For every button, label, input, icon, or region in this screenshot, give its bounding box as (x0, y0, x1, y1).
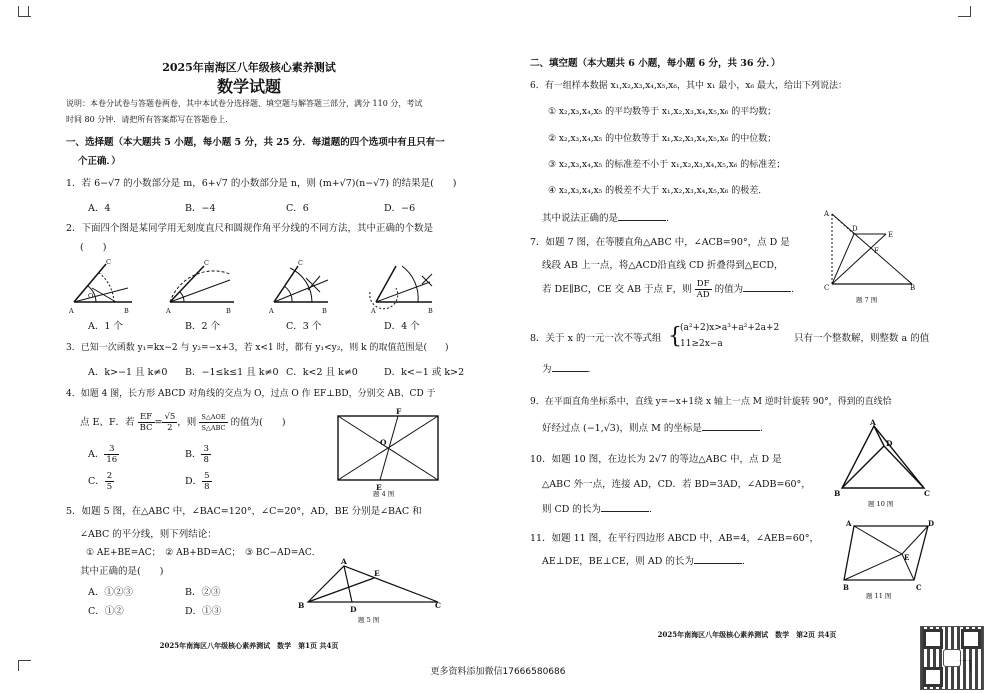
q7-figure-caption: 题 7 图 (856, 296, 878, 304)
fig-label: A (824, 210, 830, 218)
question-4-stem: 4．如题 4 图，长方形 ABCD 对角线的交点为 O，过点 O 作 EF⊥BD，分别交 AB、CD 于 (66, 389, 436, 399)
fig-label: D (350, 605, 357, 614)
q6-item: ③ x₂,x₃,x₄,x₅ 的标准差不小于 x₁,x₂,x₃,x₄,x₅,x₆ 的标准差； (548, 160, 786, 170)
page-footer: 2025年南海区八年级核心素养测试 数学 第2页 共4页 (657, 630, 837, 639)
question-11-stem: 11．如题 11 图，在平行四边形 ABCD 中，AB=4，∠AEB=60°， (530, 533, 820, 544)
q1-option-c: C．6 (286, 203, 309, 214)
fig-label: B (843, 583, 849, 592)
question-2-stem: 2．下面四个图是某同学用无刻度直尺和圆规作角平分线的不同方法，其中正确的个数是 (66, 223, 434, 234)
exam-subtitle: 数学试题 (216, 77, 281, 96)
q4-option-a: A． $\frac{3}{16}$ (88, 444, 118, 465)
answer-blank[interactable] (702, 420, 760, 431)
q2-option-c: C．3 个 (286, 321, 322, 332)
fraction-ef-bc: $\frac{EF}{BC}$ (139, 412, 153, 433)
fig-label: E (374, 569, 380, 578)
fig-label: F (396, 407, 402, 416)
section-heading: 一、选择题（本大题共 5 小题，每小题 5 分，共 25 分．每道题的四个选项中有且只有一 (66, 137, 445, 148)
instructions-line: 时间 80 分钟．请把所有答案都写在答题卷上． (66, 115, 234, 124)
question-10-stem: 则 CD 的长为 . (542, 501, 652, 516)
q2-option-a: A．1 个 (88, 321, 123, 332)
answer-blank[interactable] (618, 210, 666, 221)
q8-inequality: (a²+2)x>a³+a²+2a+2 (680, 323, 780, 333)
fig-label: C (298, 259, 303, 267)
question-7-stem: 7．如题 7 图，在等腰直角△ABC 中，∠ACB=90°，点 D 是 (530, 237, 790, 248)
fig-label: O (88, 292, 94, 300)
fraction-area: $\frac{\text{S△AOE}}{\text{S△ABC}}$ (201, 413, 226, 432)
fig-label: O (380, 438, 387, 447)
q4-option-c: C． $\frac{2}{5}$ (88, 471, 113, 492)
q2-option-d: D．4 个 (384, 321, 420, 332)
question-1-stem: 1．若 6−√7 的小数部分是 m，6+√7 的小数部分是 n，则 (m+√7)(n−√7) 的结果是( ) (66, 178, 457, 189)
q4-option-b: B． $\frac{3}{8}$ (185, 444, 209, 465)
question-3-stem: 3．已知一次函数 y₁=kx−2 与 y₂=−x+3，若 x<1 时，都有 y₁<y₂，则 k 的取值范围是( ) (66, 343, 449, 353)
fig-label: D (886, 439, 893, 448)
question-11-stem: AE⊥DE，BE⊥CE，则 AD 的长为 . (542, 553, 745, 568)
fig-label: C (824, 284, 830, 292)
fig-label: B (322, 307, 327, 315)
q4-figure-caption: 题 4 图 (373, 490, 395, 498)
q5-option-a: A．①②③ (88, 587, 133, 598)
contact-note: 更多资料添加微信17666580686 (430, 667, 566, 677)
fig-label: A (870, 418, 876, 427)
q10-figure-caption: 题 10 图 (868, 500, 894, 508)
q8-inequality: 11≥2x−a (680, 339, 723, 349)
q3-option-b: B．−1≤k≤1 且 k≠0 (185, 367, 279, 378)
question-5-stem: 5．如题 5 图，在△ABC 中，∠BAC=120°，∠C=20°，AD，BE 分别是∠BAC 和 (66, 506, 422, 517)
question-10-stem: △ABC 外一点，连接 AD，CD．若 BD=3AD，∠ADB=60°， (542, 479, 811, 490)
question-8-stem: 8．关于 x 的一元一次不等式组 (530, 333, 662, 344)
fig-label: B (910, 284, 916, 292)
question-8-stem: 只有一个整数解，则整数 a 的值 (794, 333, 930, 344)
fig-label: F (874, 247, 879, 255)
answer-blank[interactable] (601, 501, 649, 512)
fig-label: C (435, 601, 441, 610)
q5-figure (294, 556, 448, 626)
question-6-stem: 6．有一组样本数据 x₁,x₂,x₃,x₄,x₅,x₆，其中 x₁ 最小，x₆ 最大，给出下列说法： (530, 81, 847, 91)
fig-label: A (69, 307, 74, 315)
question-5-stem: ∠ABC 的平分线，则下列结论： (80, 529, 217, 540)
fig-label: A (269, 307, 274, 315)
q4-figure (330, 408, 446, 498)
question-7-stem: 线段 AB 上一点，将△ACD沿直线 CD 折叠得到△ECD， (542, 260, 784, 271)
q3-option-d: D．k<−1 或 k>2 (384, 367, 465, 378)
page-footer: 2025年南海区八年级核心素养测试 数学 第1页 共4页 (159, 641, 339, 650)
q6-item: ④ x₂,x₃,x₄,x₅ 的极差不大于 x₁,x₂,x₃,x₄,x₅,x₆ 的极差． (548, 186, 768, 196)
question-7-stem: 若 DE∥BC，CE 交 AB 于点 F，则 $\frac{DF}{AD}$ 的值为 . (542, 279, 795, 300)
question-4-stem: 点 E、F．若 $\frac{EF}{BC}$ = $\frac{√5}{2}$ ，则 $\frac{\text{S△AOE}}{\text{S△ABC}}$ 的值为( ) (80, 412, 286, 433)
q5-option-d: D．①③ (185, 606, 222, 617)
answer-blank[interactable] (552, 361, 588, 372)
q1-option-b: B．−4 (185, 203, 216, 214)
q11-figure (844, 518, 934, 604)
exam-page-2 (498, 0, 996, 693)
question-9-stem: 9．在平面直角坐标系中，直线 y=−x+1绕 x 轴上一点 M 逆时针旋转 90°，得到的直线恰 (530, 397, 892, 407)
q1-option-d: D．−6 (384, 203, 416, 214)
instructions-line: 说明：本卷分试卷与答题卷两卷，其中本试卷分选择题、填空题与解答题三部分，满分 110 分，考试 (66, 99, 423, 108)
section-heading: 二、填空题（本大题共 6 小题，每小题 6 分，共 36 分．） (530, 58, 781, 69)
q4-text: 的值为( ) (230, 417, 286, 428)
fig-label: C (924, 489, 930, 498)
answer-blank[interactable] (694, 553, 742, 564)
q4-option-d: D． $\frac{5}{8}$ (185, 471, 210, 492)
q6-answer-line: 其中说法正确的是 . (542, 210, 669, 225)
fig-label: D (852, 225, 858, 233)
question-10-stem: 10．如题 10 图，在边长为 2√7 的等边△ABC 中，点 D 是 (530, 454, 782, 465)
q11-figure-caption: 题 11 图 (866, 592, 892, 600)
fig-label: B (226, 307, 231, 315)
q6-item: ② x₂,x₃,x₄,x₅ 的中位数等于 x₁,x₂,x₃,x₄,x₅,x₆ 的中位数； (548, 134, 777, 144)
fig-label: E (888, 231, 894, 239)
fig-label: E (904, 553, 910, 562)
q5-figure-caption: 题 5 图 (358, 616, 380, 624)
question-5-stem: 其中正确的是( ) (80, 566, 164, 577)
fig-label: E (376, 483, 382, 492)
exam-title: 2025年南海区八年级核心素养测试 (162, 61, 336, 74)
q5-option-c: C．①② (88, 606, 124, 617)
brace-icon: { (668, 324, 682, 349)
q6-item: ① x₂,x₃,x₄,x₅ 的平均数等于 x₁,x₂,x₃,x₄,x₅,x₆ 的平均数； (548, 107, 777, 117)
q3-option-c: C．k<2 且 k≠0 (286, 367, 358, 378)
fig-label: A (371, 307, 376, 315)
fig-label: B (428, 307, 433, 315)
q7-figure (824, 208, 924, 308)
q2-option-b: B．2 个 (185, 321, 221, 332)
q4-text: 点 E、F．若 (80, 417, 135, 428)
q4-text: ，则 (177, 417, 197, 428)
question-2-stem: ( ) (80, 242, 107, 253)
fig-label: B (124, 307, 129, 315)
fraction-df-ad: $\frac{DF}{AD}$ (696, 279, 710, 300)
fig-label: A (846, 519, 852, 528)
q5-option-b: B．②③ (185, 587, 221, 598)
section-heading: 个正确．） (78, 156, 121, 167)
fig-label: B (834, 489, 841, 498)
fig-label: A (166, 307, 171, 315)
fig-label: B (298, 601, 305, 610)
q1-option-a: A．4 (88, 203, 111, 214)
fig-label: C (204, 259, 209, 267)
fig-label: D (928, 519, 935, 528)
fig-label: C (106, 258, 111, 266)
q2-figures (66, 258, 446, 318)
fig-label: C (916, 583, 922, 592)
qr-code-icon[interactable] (920, 626, 984, 690)
fig-label: A (341, 557, 347, 566)
q8-answer-line: 为 . (542, 361, 591, 376)
q5-conclusions: ① AE+BE=AC； ② AB+BD=AC； ③ BC−AD=AC． (86, 548, 321, 558)
fraction-value: $\frac{√5}{2}$ (164, 412, 176, 433)
q10-figure (834, 418, 934, 512)
question-9-stem: 好经过点 (−1,√3)，则点 M 的坐标是 . (542, 420, 763, 435)
answer-blank[interactable] (743, 281, 791, 292)
q3-option-a: A．k>−1 且 k≠0 (88, 367, 168, 378)
